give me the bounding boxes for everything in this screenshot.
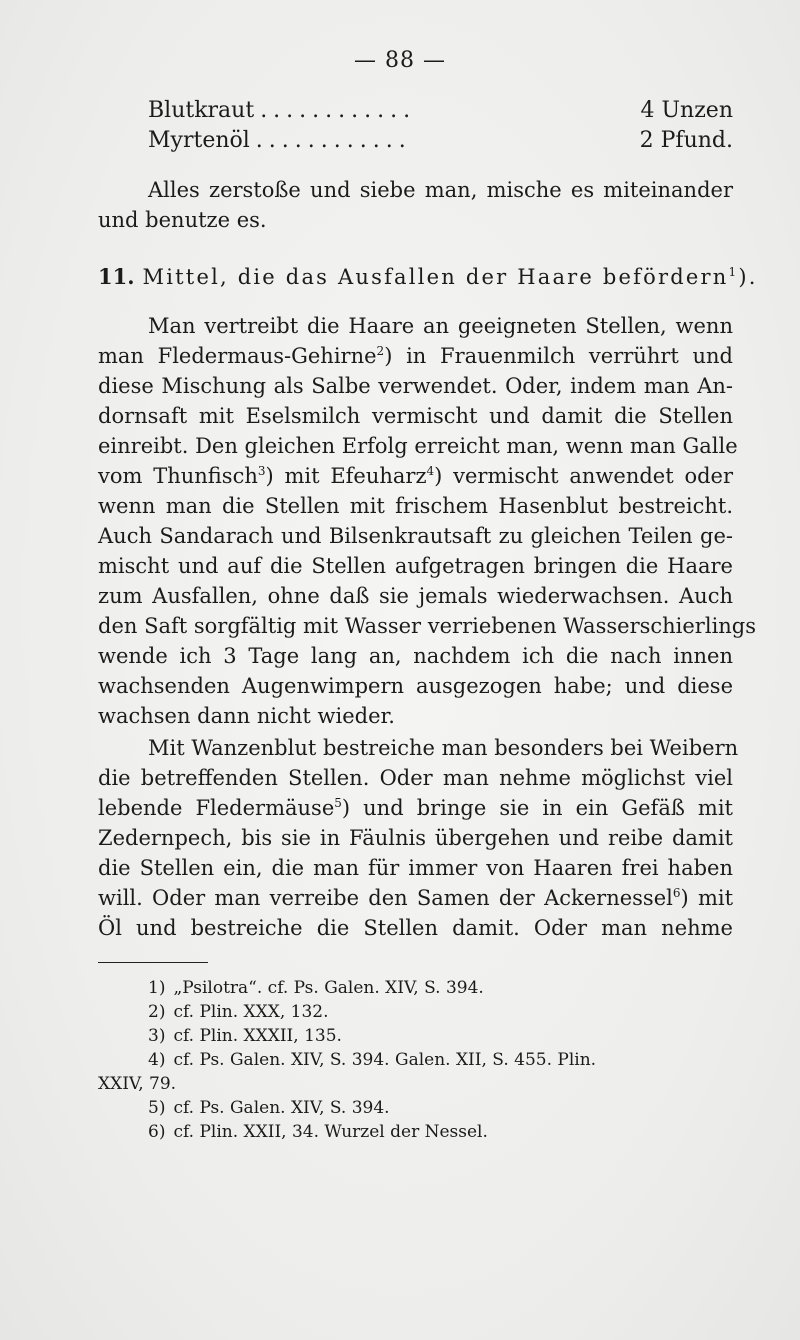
footnote-rule — [98, 962, 208, 963]
footnote-text: cf. Plin. XXX, 132. — [173, 1002, 329, 1022]
text-line — [98, 461, 733, 491]
text-segment: wenn man die Stellen mit frischem Hasenblut bestreicht. — [98, 494, 733, 518]
text-segment: die Stellen ein, die man für immer von Haaren frei haben — [98, 856, 733, 880]
text-segment: die betreffenden Stellen. Oder man nehme möglichst viel — [98, 766, 733, 790]
recipe-leader-dots: ............ — [260, 98, 417, 123]
text-line — [148, 311, 733, 341]
footnote-ref: 6 — [672, 886, 681, 900]
text-line — [98, 913, 733, 943]
footnote-ref: 4 — [426, 464, 435, 478]
text-line — [98, 823, 733, 853]
section-heading — [98, 264, 758, 289]
recipe-row — [148, 98, 733, 128]
footnote-number: 6) — [148, 1122, 166, 1142]
text-line — [98, 431, 738, 461]
text-line — [98, 401, 733, 431]
text-line: Alles zerstoße und siebe man, mische es miteinander — [148, 178, 733, 202]
text-segment: diese Mischung als Salbe verwendet. Oder, indem man An- — [98, 374, 733, 398]
footnote-ref: 5 — [334, 796, 342, 810]
text-segment: dornsaft mit Eselsmilch vermischt und damit die Stellen — [98, 404, 733, 428]
text-line — [98, 581, 733, 611]
footnote — [148, 1048, 733, 1072]
text-segment: ) mit — [680, 886, 734, 910]
recipe-ingredient: Blutkraut — [148, 98, 255, 123]
text-segment: den Saft sorgfältig mit Wasser verriebenen Wasserschierlings — [98, 614, 757, 638]
text-line — [98, 701, 733, 731]
text-line — [98, 521, 733, 551]
footnote — [98, 1072, 683, 1096]
text-line: und benutze es. — [98, 208, 267, 232]
footnote-number: 1) — [148, 978, 166, 998]
footnote-ref: 3 — [257, 464, 266, 478]
text-line — [98, 793, 733, 823]
text-segment: Öl und bestreiche die Stellen damit. Oder man nehme — [98, 916, 733, 940]
recipe-leader-dots: ............ — [255, 128, 412, 153]
footnote-number: 4) — [148, 1050, 166, 1070]
text-line — [98, 763, 733, 793]
text-line — [98, 551, 733, 581]
text-segment: vom Thunfisch — [98, 464, 258, 488]
footnote — [148, 976, 733, 1000]
footnote-text: cf. Plin. XXXII, 135. — [173, 1026, 342, 1046]
text-line — [98, 611, 757, 641]
text-line — [148, 733, 739, 763]
text-segment: ) und bringe sie in ein Gefäß mit — [341, 796, 734, 820]
text-line — [98, 491, 733, 521]
footnote-ref: 1 — [728, 265, 739, 279]
text-segment: Auch Sandarach und Bilsenkrautsaft zu gleichen Teilen ge- — [98, 524, 733, 548]
text-segment: lebende Fledermäuse — [98, 796, 335, 820]
recipe-row — [148, 128, 733, 158]
heading-tail: ). — [738, 265, 758, 289]
footnote-number: 3) — [148, 1026, 166, 1046]
text-segment: ) mit Efeuharz — [265, 464, 427, 488]
text-segment: wachsen dann nicht wieder. — [98, 704, 395, 728]
recipe-amount: 4 Unzen — [640, 98, 733, 123]
text-segment: man Fledermaus-Gehirne — [98, 344, 377, 368]
text-segment: wachsenden Augenwimpern ausgezogen habe; und diese — [98, 674, 733, 698]
text-line — [98, 883, 733, 913]
page-number: — 88 — — [354, 48, 446, 73]
text-line — [98, 641, 733, 671]
footnote-text: cf. Plin. XXII, 34. Wurzel der Nessel. — [173, 1122, 488, 1142]
recipe-ingredient: Myrtenöl — [148, 128, 250, 153]
section-number: 11. — [98, 264, 135, 289]
footnote-text: cf. Ps. Galen. XIV, S. 394. — [173, 1098, 390, 1118]
footnote — [148, 1096, 733, 1120]
footnote-text: cf. Ps. Galen. XIV, S. 394. Galen. XII, S. 455. Plin. — [173, 1050, 597, 1070]
section-title: Mittel, die das Ausfallen der Haare befördern — [142, 265, 729, 289]
text-segment: mischt und auf die Stellen aufgetragen bringen die Haare — [98, 554, 733, 578]
text-segment: einreibt. Den gleichen Erfolg erreicht man, wenn man Galle — [98, 434, 738, 458]
text-segment: wende ich 3 Tage lang an, nachdem ich die nach innen — [98, 644, 733, 668]
footnote-ref: 2 — [376, 344, 385, 358]
footnote — [148, 1000, 733, 1024]
text-segment: ) in Frauenmilch verrührt und — [384, 344, 734, 368]
footnote-text: „Psilotra“. cf. Ps. Galen. XIV, S. 394. — [173, 978, 484, 998]
footnote-text: XXIV, 79. — [98, 1074, 177, 1094]
text-segment: will. Oder man verreibe den Samen der Ackernessel — [98, 886, 673, 910]
text-line — [98, 341, 733, 371]
footnote-number: 5) — [148, 1098, 166, 1118]
text-line — [98, 671, 733, 701]
text-segment: ) vermischt anwendet oder — [434, 464, 733, 488]
text-segment: Zedernpech, bis sie in Fäulnis übergehen und reibe damit — [98, 826, 733, 850]
recipe-amount: 2 Pfund. — [639, 128, 733, 153]
footnote-number: 2) — [148, 1002, 166, 1022]
footnote — [148, 1024, 733, 1048]
text-segment: zum Ausfallen, ohne daß sie jemals wiederwachsen. Auch — [98, 584, 733, 608]
text-line — [98, 371, 733, 401]
footnote — [148, 1120, 733, 1144]
text-line — [98, 853, 733, 883]
text-segment: Man vertreibt die Haare an geeigneten Stellen, wenn — [148, 314, 733, 338]
text-segment: Mit Wanzenblut bestreiche man besonders bei Weibern — [148, 736, 739, 760]
